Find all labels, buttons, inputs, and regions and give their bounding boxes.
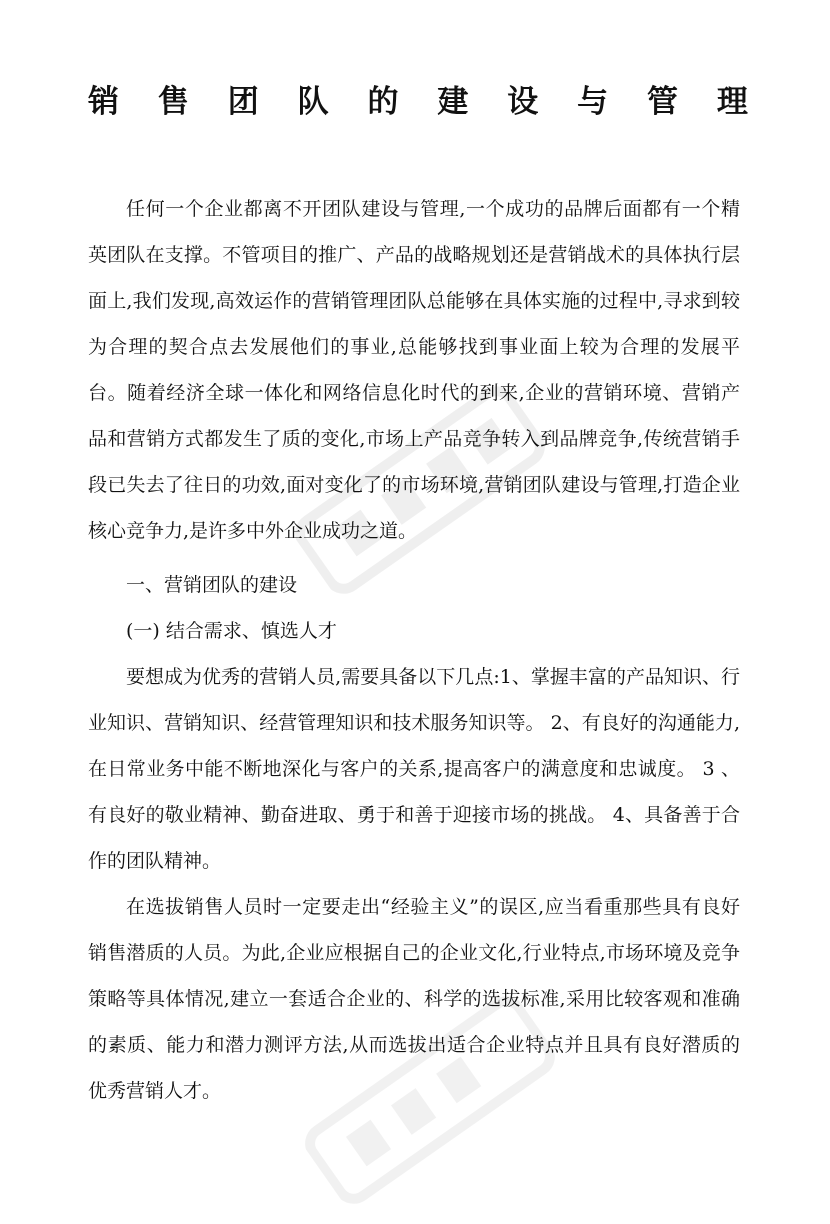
document-body — [88, 186, 740, 1114]
title-char: 设 — [507, 84, 539, 120]
title-char: 管 — [647, 84, 678, 120]
title-char: 的 — [367, 84, 399, 120]
intro-paragraph: 任何一个企业都离不开团队建设与管理,一个成功的品牌后面都有一个精英团队在支撑。不管项目的推广、产品的战略规划还是营销战术的具体执行层面上,我们发现,高效运作的营销管理团队总能够在具体实施的过程中,寻求到较为合理的契合点去发展他们的事业,总能够找到事业面上较为合理的发展平台。随着经济全球一体化和网络信息化时代的到来,企业的营销环境、营销产品和营销方式都发生了质的变化,市场上产品竞争转入到品牌竞争,传统营销手段已失去了往日的功效,面对变化了的市场环境,营销团队建设与管理,打造企业核心竞争力,是许多中外企业成功之道。 — [88, 198, 740, 542]
title-char: 队 — [297, 84, 329, 120]
title-char: 团 — [227, 84, 259, 120]
title-char: 销 — [88, 84, 119, 120]
selection-paragraph: 在选拔销售人员时一定要走出“经验主义”的误区,应当看重那些具有良好销售潜质的人员。为此,企业应根据自己的企业文化,行业特点,市场环境及竞争策略等具体情况,建立一套适合企业的、科学的选拔标准,采用比较客观和准确的素质、能力和潜力测评方法,从而选拔出适合企业特点并且具有良好潜质的优秀营销人才。 — [88, 896, 740, 1102]
subsection-heading: (一) 结合需求、慎选人才 — [126, 620, 337, 642]
page-title — [88, 80, 748, 124]
section-heading: 一、营销团队的建设 — [126, 574, 298, 596]
title-char: 与 — [577, 84, 609, 120]
requirements-paragraph: 要想成为优秀的营销人员,需要具备以下几点:1、掌握丰富的产品知识、行业知识、营销知识、经营管理知识和技术服务知识等。 2、有良好的沟通能力,在日常业务中能不断地深化与客户的关系,提高客户的满意度和忠诚度。 3 、有良好的敬业精神、勤奋进取、勇于和善于迎接市场的挑战。 4、具备善于合作的团队精神。 — [88, 666, 740, 872]
title-char: 建 — [437, 84, 469, 120]
title-char: 售 — [157, 84, 189, 120]
title-char: 理 — [716, 84, 748, 120]
